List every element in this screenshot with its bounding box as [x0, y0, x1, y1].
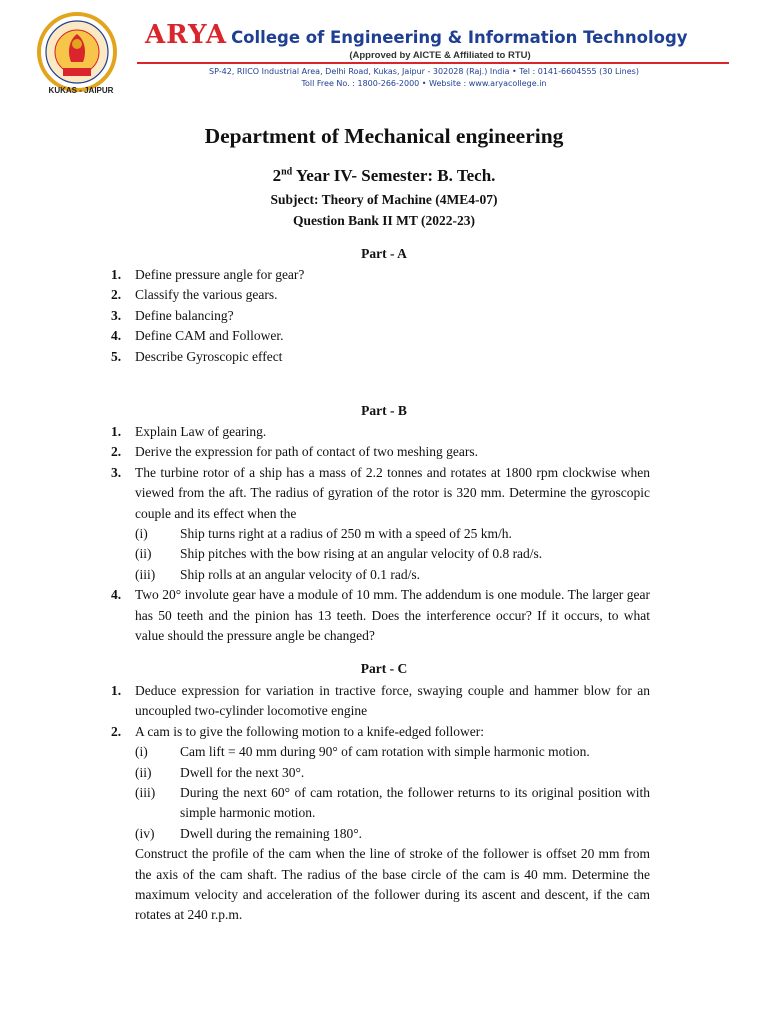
sub-item: (iii) Ship rolls at an angular velocity of 0.1 rad/s.	[135, 566, 420, 582]
list-item: 1. Explain Law of gearing.	[111, 424, 267, 439]
part-a-list	[111, 265, 650, 367]
list-item: 2. Derive the expression for path of contact of two meshing gears.	[111, 444, 479, 460]
contact-line: Toll Free No. : 1800-266-2000 • Website : www.aryacollege.in	[301, 79, 547, 88]
brand-arya: ARYA	[145, 20, 228, 50]
header-divider	[137, 62, 729, 64]
part-c-list	[111, 681, 650, 926]
year-semester-title: 2nd Year IV- Semester: B. Tech.	[272, 166, 496, 185]
question-continuation: Construct the profile of the cam when the line of stroke of the follower is offset 20 mm from the axis of the cam shaft. The radius of the base circle of the cam is 40 mm. Determine the maximum velocity and acceleration of the follower during its ascent and descent, if the cam rotates at 240 r.p.m.	[135, 846, 650, 923]
sub-item: (ii) Dwell for the next 30°.	[135, 764, 305, 780]
subject-title: Subject: Theory of Machine (4ME4-07)	[270, 192, 498, 207]
sub-item: (i) Cam lift = 40 mm during 90° of cam rotation with simple harmonic motion.	[135, 744, 590, 760]
department-title: Department of Mechanical engineering	[204, 124, 564, 148]
college-full-name: College of Engineering & Information Technology	[231, 28, 688, 47]
list-item: 2. A cam is to give the following motion to a knife-edged follower: (i) Cam lift = 40 mm during 90° of cam rotation with simple harmonic motion. (ii) Dwell for the next 30°. (iii) During the next 60° of cam rotation, the follower returns to its original position with simple harmonic motion. (iv) Dwell during the remaining 180°. Construct the profile of the cam when the line of stroke of the follower is offset 20 mm from the axis of the cam shaft. The radius of the base circle of the cam is 40 mm. Determine the maximum velocity and acceleration of the follower during its ascent and descent, if the cam rotates at 240 r.p.m.	[111, 722, 650, 926]
question-bank-title: Question Bank II MT (2022-23)	[292, 213, 476, 228]
list-item: 3. Define balancing?	[111, 307, 234, 323]
sub-item: (ii) Ship pitches with the bow rising at an angular velocity of 0.8 rad/s.	[135, 546, 543, 562]
college-logo	[33, 12, 121, 94]
approval-line: (Approved by AICTE & Affiliated to RTU)	[349, 50, 531, 61]
logo-caption: KUKAS - JAIPUR	[48, 86, 114, 95]
college-address: SP-42, RIICO Industrial Area, Delhi Road, Kukas, Jaipur - 302028 (Raj.) India • Tel : 0141-6604555 (30 Lines)	[209, 67, 639, 76]
part-c-heading: Part - C	[360, 661, 408, 676]
sub-item: (iii) During the next 60° of cam rotation, the follower returns to its original position with simple harmonic motion.	[135, 785, 650, 821]
list-item: 4. Two 20° involute gear have a module of 10 mm. The addendum is one module. The larger gear has 50 teeth and the pinion has 13 teeth. Does the interference occur? If it occurs, to what value should the pressure angle be changed?	[111, 587, 650, 644]
list-item: 4. Define CAM and Follower.	[111, 328, 284, 344]
sub-item: (iv) Dwell during the remaining 180°.	[135, 825, 362, 841]
part-b-heading: Part - B	[361, 403, 407, 418]
list-item: 3. The turbine rotor of a ship has a mass of 2.2 tonnes and rotates at 1800 rpm clockwise when viewed from the aft. The radius of gyration of the rotor is 320 mm. Determine the gyroscopic couple and its effect when the (i) Ship turns right at a radius of 250 m with a speed of 25 km/h. (ii) Ship pitches with the bow rising at an angular velocity of 0.8 rad/s. (iii) Ship rolls at an angular velocity of 0.1 rad/s.	[111, 463, 650, 585]
list-item: 2. Classify the various gears.	[111, 287, 278, 303]
sub-item: (i) Ship turns right at a radius of 250 m with a speed of 25 km/h.	[135, 526, 512, 542]
list-item: 5. Describe Gyroscopic effect	[111, 348, 283, 364]
list-item: 1. Deduce expression for variation in tractive force, swaying couple and hammer blow for an uncoupled two-cylinder locomotive engine	[111, 683, 650, 719]
list-item: 1. Define pressure angle for gear?	[111, 267, 305, 282]
part-b-list	[111, 422, 650, 646]
college-name	[145, 20, 745, 50]
part-a-heading: Part - A	[361, 246, 407, 261]
